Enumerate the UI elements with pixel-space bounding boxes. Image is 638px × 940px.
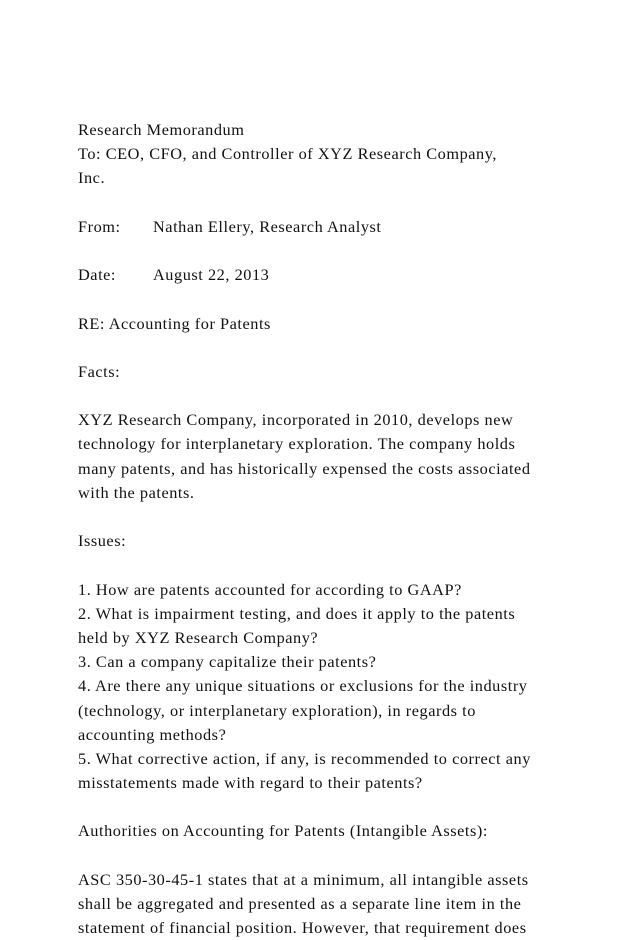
authorities-line: ASC 350-30-45-1 states that at a minimum, all intangible assets (78, 869, 529, 889)
issues-line: 3. Can a company capitalize their patents? (78, 652, 377, 672)
facts-line: many patents, and has historically expensed the costs associated (78, 458, 531, 478)
issues-line: held by XYZ Research Company? (78, 627, 319, 647)
memo-heading: Research Memorandum (78, 120, 245, 139)
spacer (78, 795, 638, 819)
memo-date-label: Date: (78, 265, 117, 285)
spacer (78, 287, 638, 311)
authorities-line: shall be aggregated and presented as a separate line item in the (78, 894, 522, 913)
spacer (78, 239, 638, 263)
issues-line: accounting methods? (78, 724, 227, 744)
spacer (78, 505, 638, 529)
memo-date-value: August 22, 2013 (153, 265, 270, 285)
memo-from-row (78, 215, 638, 239)
memo-re-line: RE: Accounting for Patents (78, 313, 271, 333)
issues-heading: Issues: (78, 531, 127, 551)
facts-line: technology for interplanetary exploration. The company holds (78, 434, 516, 454)
authorities-line: statement of financial position. However, that requirement does (78, 918, 527, 938)
memo-body (78, 118, 638, 940)
spacer (78, 336, 638, 360)
authorities-heading: Authorities on Accounting for Patents (Intangible Assets): (78, 821, 488, 841)
memo-to-line-continued: Inc. (78, 168, 106, 188)
memo-date-row (78, 263, 638, 287)
facts-line: with the patents. (78, 482, 195, 502)
issues-line: 5. What corrective action, if any, is recommended to correct any (78, 748, 531, 768)
memo-from-value: Nathan Ellery, Research Analyst (153, 216, 382, 236)
issues-line: (technology, or interplanetary exploration), in regards to (78, 700, 476, 720)
issues-line: 4. Are there any unique situations or exclusions for the industry (78, 676, 528, 696)
facts-heading: Facts: (78, 361, 121, 381)
issues-line: 1. How are patents accounted for according to GAAP? (78, 579, 462, 599)
spacer (78, 553, 638, 577)
issues-line: misstatements made with regard to their patents? (78, 773, 423, 793)
spacer (78, 844, 638, 868)
facts-line: XYZ Research Company, incorporated in 2010, develops new (78, 410, 514, 430)
issues-line: 2. What is impairment testing, and does it apply to the patents (78, 603, 516, 623)
memo-to-line: To: CEO, CFO, and Controller of XYZ Research Company, (78, 144, 497, 164)
memo-from-label: From: (78, 216, 121, 236)
spacer (78, 191, 638, 215)
spacer (78, 384, 638, 408)
